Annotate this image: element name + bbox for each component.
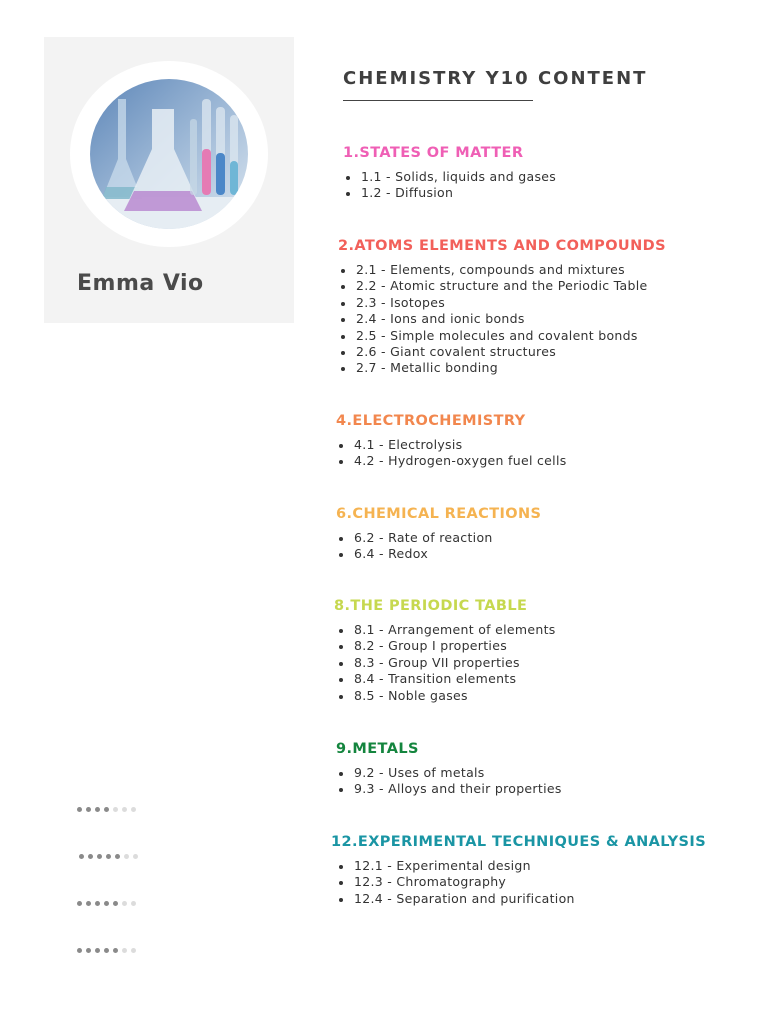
section-heading: 8.THE PERIODIC TABLE (334, 598, 528, 614)
list-item: 2.5 - Simple molecules and covalent bonds (338, 328, 768, 344)
section-heading: 4.ELECTROCHEMISTRY (336, 413, 526, 429)
section-heading: 1.STATES OF MATTER (343, 145, 524, 161)
profile-card (44, 37, 294, 323)
list-item: 4.2 - Hydrogen-oxygen fuel cells (336, 453, 768, 469)
rating-dot-filled (115, 854, 120, 859)
list-item: 1.1 - Solids, liquids and gases (343, 169, 768, 185)
photo-frame (70, 61, 268, 247)
list-item: 8.1 - Arrangement of elements (336, 622, 768, 638)
section-atoms-elements-compounds (338, 238, 768, 377)
list-item: 4.1 - Electrolysis (336, 437, 768, 453)
rating-dot-empty (122, 807, 127, 812)
section-states-of-matter (343, 145, 768, 202)
rating-dot-filled (86, 901, 91, 906)
rating-dot-filled (86, 807, 91, 812)
rating-dot-filled (79, 854, 84, 859)
rating-dot-filled (97, 854, 102, 859)
topic-list (336, 437, 768, 470)
rating-dot-filled (95, 807, 100, 812)
list-item: 6.4 - Redox (336, 546, 768, 562)
list-item: 9.2 - Uses of metals (336, 765, 768, 781)
topic-list (336, 622, 768, 704)
list-item: 12.3 - Chromatography (336, 874, 768, 890)
section-electrochemistry (336, 413, 768, 470)
list-item: 2.7 - Metallic bonding (338, 360, 768, 376)
section-periodic-table (334, 598, 768, 704)
section-experimental-techniques (331, 834, 768, 907)
rating-dot-filled (95, 901, 100, 906)
list-item: 2.4 - Ions and ionic bonds (338, 311, 768, 327)
rating-dot-filled (104, 807, 109, 812)
section-metals (336, 741, 768, 798)
section-heading: 12.EXPERIMENTAL TECHNIQUES & ANALYSIS (331, 834, 707, 850)
rating-dot-filled (77, 901, 82, 906)
rating-dot-filled (113, 948, 118, 953)
rating-dot-empty (124, 854, 129, 859)
topic-list (336, 530, 768, 563)
rating-dot-filled (104, 901, 109, 906)
rating-dot-empty (133, 854, 138, 859)
topic-list (343, 169, 768, 202)
list-item: 8.2 - Group I properties (336, 638, 768, 654)
rating-dot-filled (113, 901, 118, 906)
rating-dot-filled (86, 948, 91, 953)
document-title: CHEMISTRY Y10 CONTENT (343, 68, 648, 89)
rating-dot-filled (106, 854, 111, 859)
list-item: 2.3 - Isotopes (338, 295, 768, 311)
list-item: 8.4 - Transition elements (336, 671, 768, 687)
list-item: 9.3 - Alloys and their properties (336, 781, 768, 797)
rating-dot-empty (131, 948, 136, 953)
rating-dot-empty (131, 901, 136, 906)
list-item: 2.1 - Elements, compounds and mixtures (338, 262, 768, 278)
person-name: Emma Vio (77, 271, 204, 296)
list-item: 12.1 - Experimental design (336, 858, 768, 874)
section-heading: 2.ATOMS ELEMENTS AND COMPOUNDS (338, 238, 666, 254)
list-item: 2.6 - Giant covalent structures (338, 344, 768, 360)
section-heading: 9.METALS (336, 741, 419, 757)
list-item: 8.5 - Noble gases (336, 688, 768, 704)
topic-list (338, 262, 768, 377)
rating-dot-empty (113, 807, 118, 812)
list-item: 1.2 - Diffusion (343, 185, 768, 201)
list-item: 8.3 - Group VII properties (336, 655, 768, 671)
rating-dot-filled (95, 948, 100, 953)
section-heading: 6.CHEMICAL REACTIONS (336, 506, 542, 522)
list-item: 6.2 - Rate of reaction (336, 530, 768, 546)
rating-dot-filled (77, 807, 82, 812)
lab-glassware-image (90, 79, 248, 229)
rating-dot-empty (131, 807, 136, 812)
section-chemical-reactions (336, 506, 768, 563)
profile-photo (90, 79, 248, 229)
rating-dot-empty (122, 901, 127, 906)
title-underline (343, 100, 533, 101)
topic-list (336, 765, 768, 798)
list-item: 12.4 - Separation and purification (336, 891, 768, 907)
rating-dot-filled (77, 948, 82, 953)
topic-list (336, 858, 768, 907)
rating-dot-empty (122, 948, 127, 953)
list-item: 2.2 - Atomic structure and the Periodic Table (338, 278, 768, 294)
rating-dot-filled (88, 854, 93, 859)
rating-dot-filled (104, 948, 109, 953)
